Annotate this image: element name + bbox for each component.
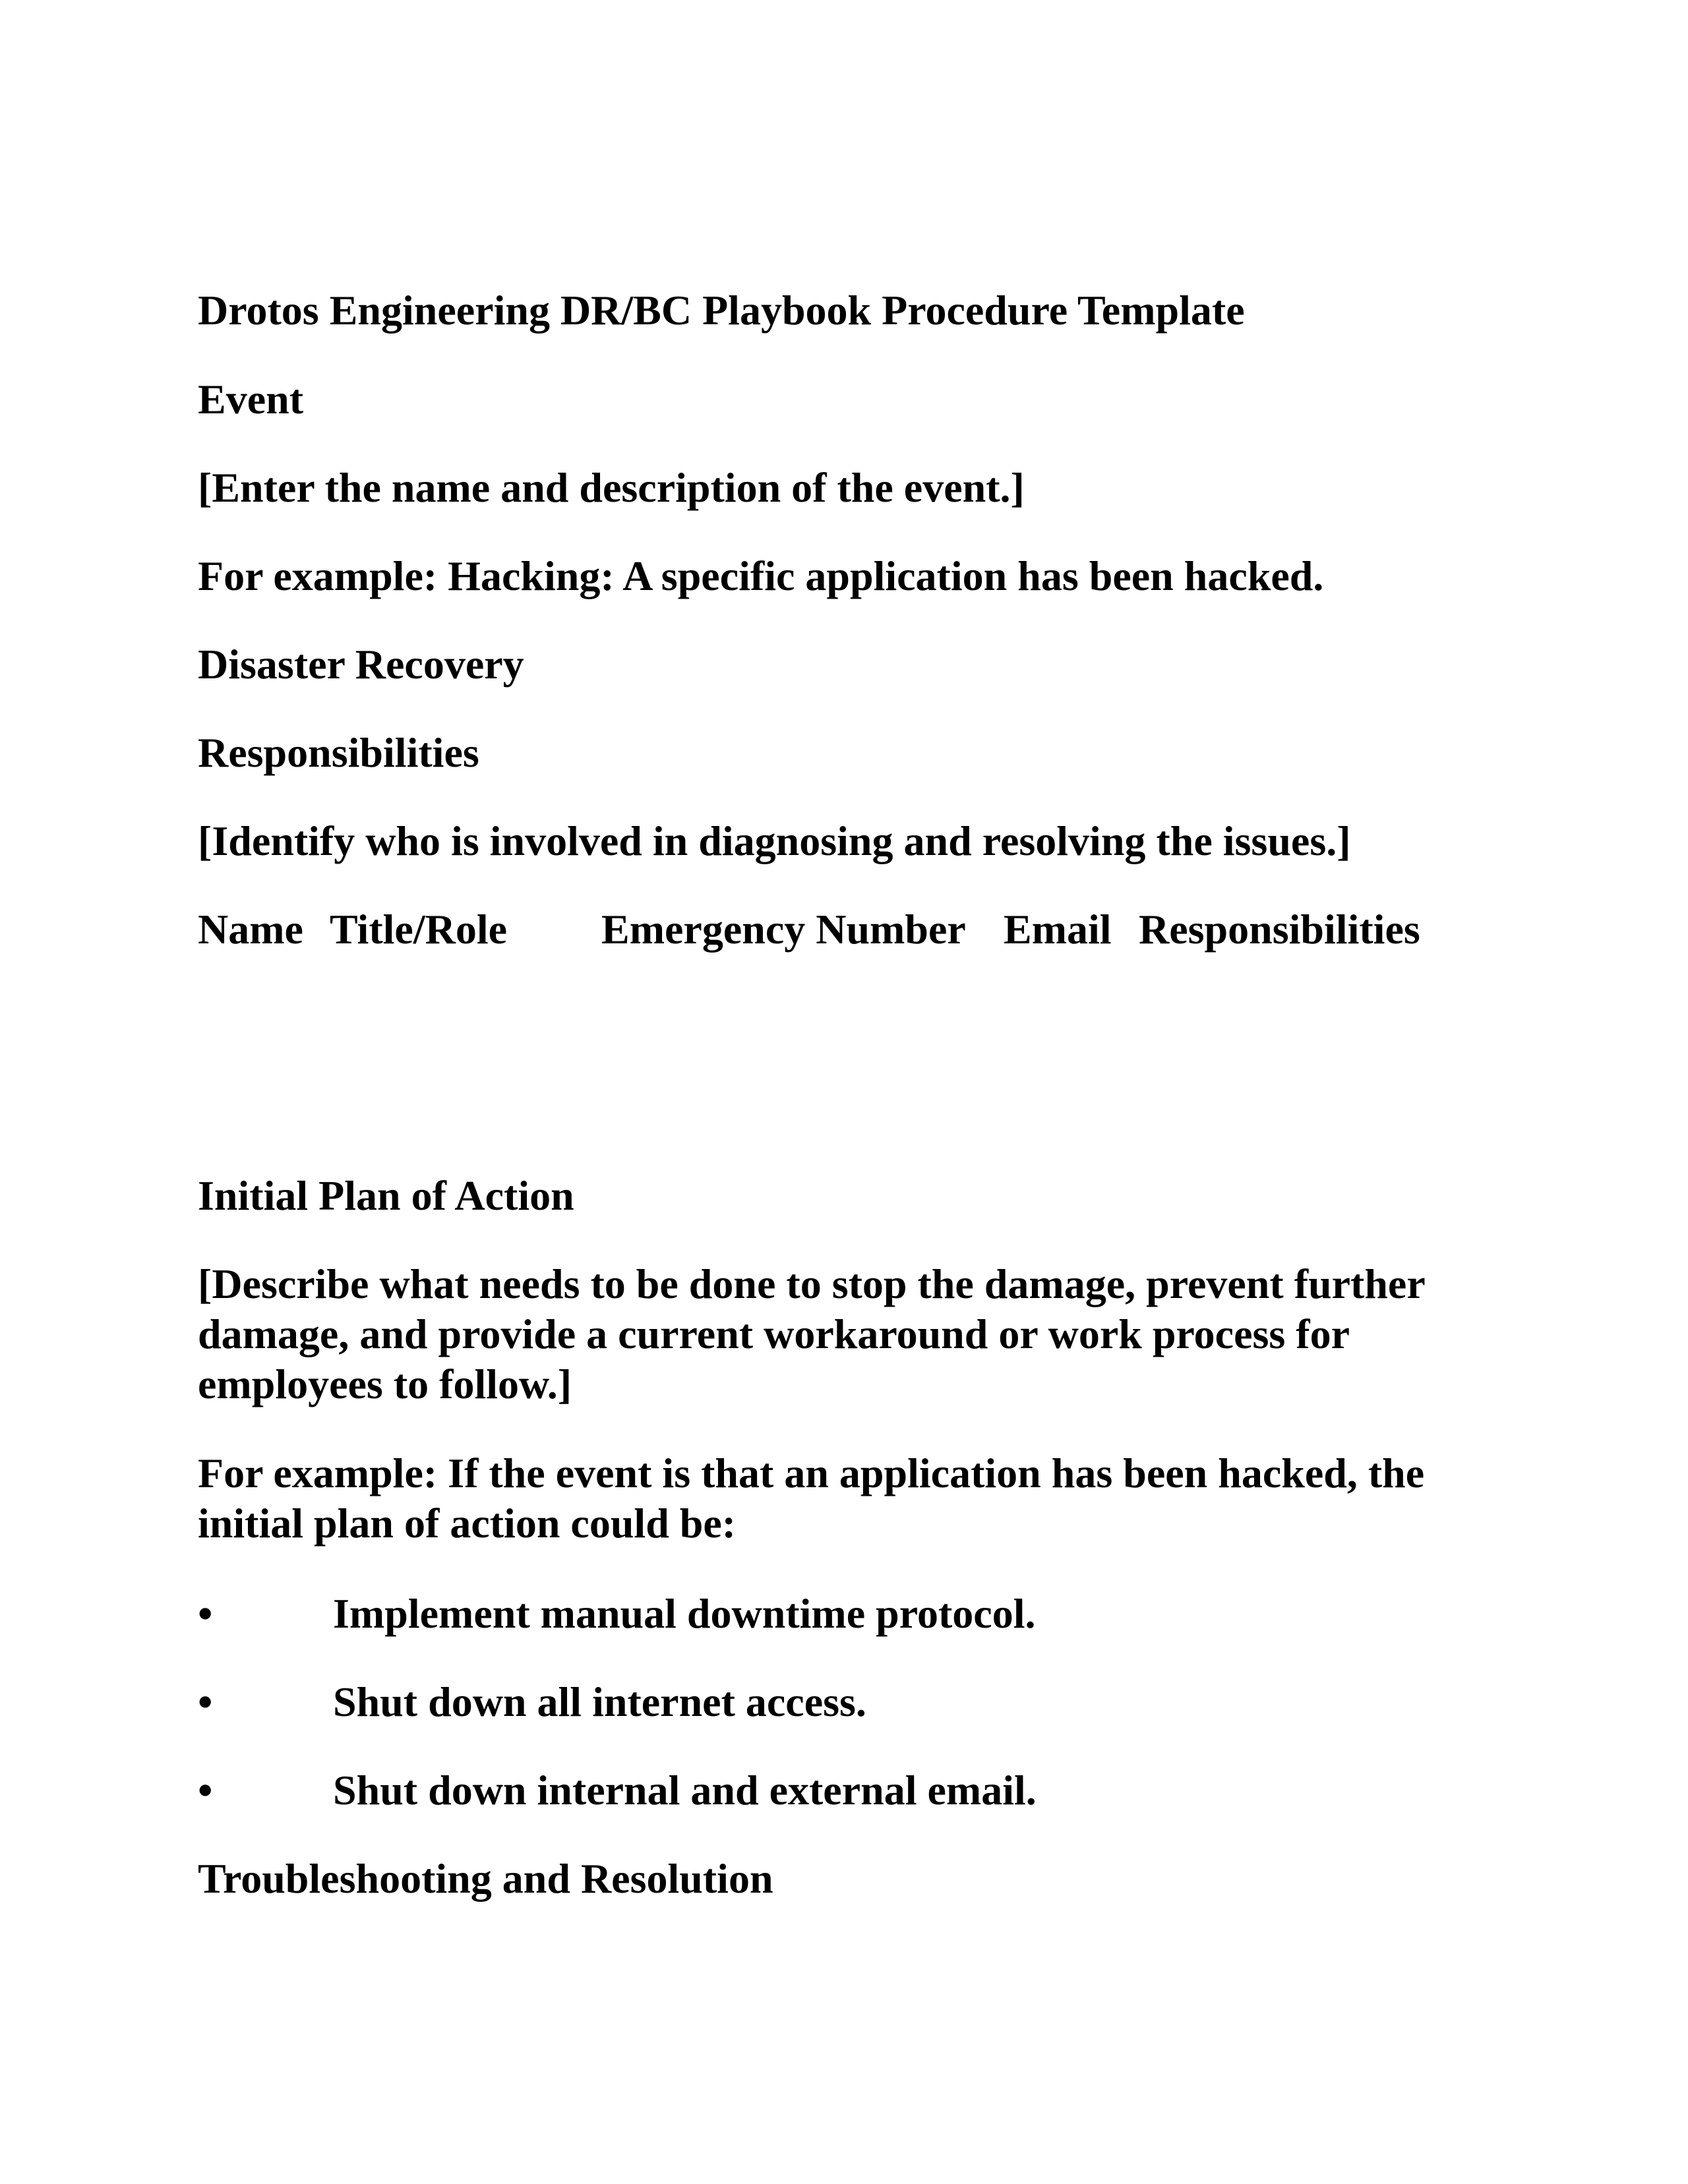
responsibilities-instruction: [Identify who is involved in diagnosing and resolving the issues.] (198, 817, 1351, 864)
list-item-text: Implement manual downtime protocol. (333, 1590, 1036, 1637)
column-header-name: Name (198, 906, 303, 953)
column-header-title-role: Title/Role (330, 906, 507, 953)
column-header-email: Email (1004, 906, 1112, 953)
troubleshooting-heading: Troubleshooting and Resolution (198, 1855, 773, 1902)
list-item-text: Shut down internal and external email. (333, 1767, 1037, 1814)
column-header-responsibilities: Responsibilities (1139, 906, 1420, 953)
plan-instruction: [Describe what needs to be done to stop the damage, prevent further damage, and provide a current workaround or work process for employees to follow.] (198, 1260, 1425, 1407)
plan-example: For example: If the event is that an application has been hacked, the initial plan of action could be: (198, 1450, 1425, 1547)
list-item-text: Shut down all internet access. (333, 1678, 866, 1725)
disaster-recovery-heading: Disaster Recovery (198, 641, 524, 688)
plan-heading: Initial Plan of Action (198, 1172, 574, 1219)
bullet-icon: • (198, 1678, 213, 1725)
event-example: For example: Hacking: A specific application has been hacked. (198, 552, 1324, 599)
bullet-icon: • (198, 1767, 213, 1814)
column-header-emergency-number: Emergency Number (601, 906, 966, 953)
event-instruction: [Enter the name and description of the event.] (198, 464, 1025, 511)
responsibilities-heading: Responsibilities (198, 729, 479, 776)
event-heading: Event (198, 376, 303, 423)
list-item (198, 1589, 1503, 1639)
list-item (198, 1765, 1503, 1815)
list-item (198, 1677, 1503, 1727)
document-title: Drotos Engineering DR/BC Playbook Procedure Template (198, 287, 1245, 334)
bullet-icon: • (198, 1590, 213, 1637)
